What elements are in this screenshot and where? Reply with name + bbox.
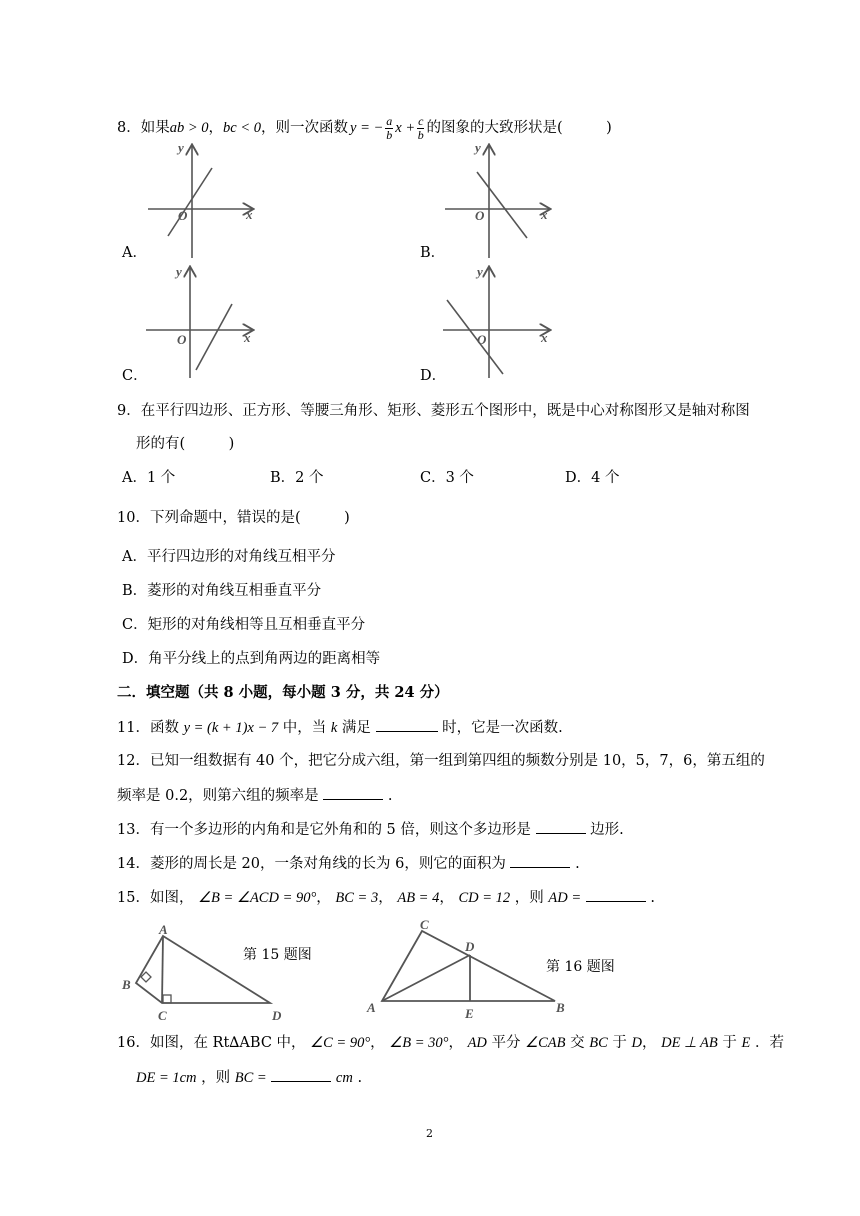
answer-blank[interactable] bbox=[510, 853, 570, 868]
y-label: y bbox=[178, 140, 184, 155]
answer-blank[interactable] bbox=[271, 1067, 331, 1082]
point-e-label: E bbox=[465, 1006, 474, 1021]
option-b-label: B． bbox=[420, 245, 446, 261]
option-a-label: A． bbox=[122, 245, 147, 261]
q8-stem: 8． 如果 ab > 0 ， bc < 0 ，则一次函数 y = − $\frac{a}{b}$ x + $\frac{c}{b}$ 的图象的大致形状是( ) bbox=[117, 113, 612, 142]
q10-option-c: C．矩形的对角线相等且互相垂直平分 bbox=[122, 617, 366, 633]
right-angle-mark-c bbox=[163, 995, 171, 1003]
function-line bbox=[196, 304, 232, 370]
point-b-label: B bbox=[122, 977, 131, 992]
option-c-label: C． bbox=[122, 368, 148, 384]
q10-option-b: B．菱形的对角线互相垂直平分 bbox=[122, 583, 322, 599]
q9-option-d: D．4 个 bbox=[565, 470, 620, 486]
q9-option-c: C．3 个 bbox=[420, 470, 474, 486]
q16-line2: DE = 1cm ，则 BC = cm . bbox=[136, 1067, 362, 1088]
q15: 15．如图， ∠B = ∠ACD = 90°， BC = 3， AB = 4， CD = 12 ，则 AD = . bbox=[117, 887, 655, 908]
q13: 13．有一个多边形的内角和是它外角和的 5 倍，则这个多边形是 边形. bbox=[117, 819, 624, 840]
y-label: y bbox=[176, 264, 182, 279]
q12-line1: 12．已知一组数据有 40 个，把它分成六组，第一组到第四组的频数分别是 10，5，7，6，第五组的 bbox=[117, 753, 765, 769]
figure-15 bbox=[118, 922, 293, 1024]
q10-stem: 10．下列命题中，错误的是( ) bbox=[117, 510, 350, 526]
q9-option-b: B．2 个 bbox=[270, 470, 324, 486]
origin-label: O bbox=[477, 332, 487, 347]
point-c-label: C bbox=[420, 917, 429, 932]
fraction-c-over-b: $\frac{c}{b}$ bbox=[417, 113, 424, 142]
answer-blank[interactable] bbox=[586, 887, 646, 902]
q10-option-a: A．平行四边形的对角线互相平分 bbox=[122, 549, 336, 565]
q14: 14．菱形的周长是 20，一条对角线的长为 6，则它的面积为 . bbox=[117, 853, 580, 874]
y-label: y bbox=[475, 140, 481, 155]
figure-15-caption: 第 15 题图 bbox=[243, 947, 312, 963]
point-c-label: C bbox=[158, 1008, 167, 1023]
figure-16 bbox=[365, 914, 575, 1024]
graph-b bbox=[437, 140, 567, 260]
x-label: x bbox=[541, 330, 548, 345]
x-label: x bbox=[244, 330, 251, 345]
y-label: y bbox=[477, 264, 483, 279]
graph-c bbox=[140, 262, 270, 382]
figure-16-caption: 第 16 题图 bbox=[546, 959, 615, 975]
q10-option-d: D．角平分线上的点到角两边的距离相等 bbox=[122, 651, 381, 667]
q9-line1: 9．在平行四边形、正方形、等腰三角形、矩形、菱形五个图形中，既是中心对称图形又是轴对称图 bbox=[117, 403, 750, 419]
graph-a bbox=[140, 140, 270, 260]
origin-label: O bbox=[178, 208, 188, 223]
fraction-a-over-b: $\frac{a}{b}$ bbox=[386, 113, 393, 142]
q12-line2: 频率是 0.2，则第六组的频率是 . bbox=[117, 785, 393, 806]
point-b-label: B bbox=[556, 1000, 565, 1015]
x-label: x bbox=[541, 207, 548, 222]
option-d-label: D． bbox=[420, 368, 447, 384]
answer-blank[interactable] bbox=[376, 717, 438, 732]
function-line bbox=[447, 300, 503, 374]
section-heading: 二．填空题（共 8 小题，每小题 3 分，共 24 分） bbox=[117, 684, 449, 701]
point-a-label: A bbox=[159, 922, 168, 937]
q11: 11．函数 y = (k + 1)x − 7 中，当 k 满足 时，它是一次函数. bbox=[117, 717, 563, 738]
answer-blank[interactable] bbox=[536, 819, 586, 834]
q9-line2: 形的有( ) bbox=[136, 436, 235, 452]
point-d-label: D bbox=[465, 939, 475, 954]
point-a-label: A bbox=[367, 1000, 376, 1015]
q9-option-a: A．1 个 bbox=[122, 470, 176, 486]
origin-label: O bbox=[177, 332, 187, 347]
origin-label: O bbox=[475, 208, 485, 223]
graph-d bbox=[437, 262, 567, 382]
x-label: x bbox=[246, 207, 253, 222]
function-line bbox=[477, 172, 527, 238]
q16-line1: 16．如图，在 Rt∆ABC 中， ∠C = 90°， ∠B = 30°， AD 平分 ∠CAB 交 BC 于 D， DE ⊥ AB 于 E ．若 bbox=[117, 1035, 784, 1051]
segment-ac bbox=[162, 936, 163, 1003]
answer-blank[interactable] bbox=[323, 785, 383, 800]
function-line bbox=[168, 168, 212, 236]
page-number: 2 bbox=[426, 1127, 433, 1140]
right-angle-mark-b bbox=[141, 972, 151, 982]
point-d-label: D bbox=[272, 1008, 282, 1023]
